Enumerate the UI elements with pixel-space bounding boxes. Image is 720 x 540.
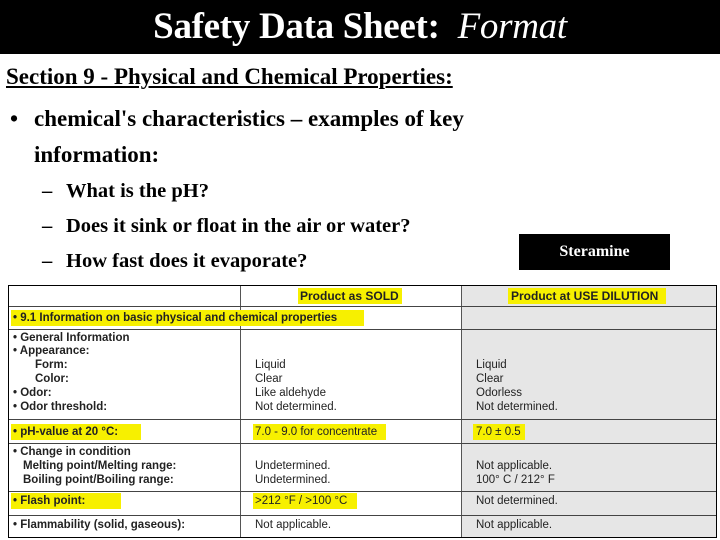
row-divider: [9, 306, 716, 307]
form-label: Form:: [35, 359, 68, 371]
sub-bullet: [42, 215, 411, 238]
sub-bullet: [42, 180, 209, 203]
ph-label: • pH-value at 20 °C:: [13, 426, 119, 438]
dil-odor: Odorless: [476, 387, 523, 399]
odor-threshold-label: • Odor threshold:: [13, 401, 108, 413]
melting-label: Melting point/Melting range:: [23, 460, 177, 472]
general-info-label: • General Information: [13, 332, 130, 344]
main-bullet: [10, 106, 464, 132]
bullet-text-line1: chemical's characteristics – examples of key: [34, 106, 464, 131]
row-divider: [9, 419, 716, 420]
dil-flash: Not determined.: [476, 495, 558, 507]
sold-odor: Like aldehyde: [255, 387, 326, 399]
row-divider: [9, 329, 716, 330]
slide-title: Safety Data Sheet:: [153, 6, 440, 47]
flammability-label: • Flammability (solid, gaseous):: [13, 519, 186, 531]
sub-bullet-text: How fast does it evaporate?: [66, 250, 308, 272]
odor-label: • Odor:: [13, 387, 52, 399]
dash-icon: –: [42, 250, 53, 272]
sub-bullet-text: What is the pH?: [66, 180, 209, 202]
dil-ph: 7.0 ± 0.5: [476, 426, 521, 438]
color-label: Color:: [35, 373, 69, 385]
sold-flammability: Not applicable.: [255, 519, 332, 531]
row-divider: [9, 515, 716, 516]
dash-icon: –: [42, 180, 53, 202]
appearance-label: • Appearance:: [13, 345, 90, 357]
dil-flammability: Not applicable.: [476, 519, 553, 531]
sub-bullet-text: Does it sink or float in the air or water?: [66, 215, 411, 237]
flash-label: • Flash point:: [13, 495, 86, 507]
dil-odor-threshold: Not determined.: [476, 401, 558, 413]
bullet-text-line2: information:: [34, 142, 160, 167]
header-sold: Product as SOLD: [300, 289, 399, 303]
boiling-label: Boiling point/Boiling range:: [23, 474, 174, 486]
row-divider: [9, 491, 716, 492]
row-divider: [9, 443, 716, 444]
change-condition-label: • Change in condition: [13, 446, 131, 458]
section-heading: Section 9 - Physical and Chemical Properties:: [6, 64, 453, 89]
title-bar: [0, 0, 720, 54]
slide-title-italic: Format: [457, 6, 567, 47]
product-badge: Steramine: [519, 234, 670, 270]
dil-color: Clear: [476, 373, 504, 385]
sold-flash: >212 °F / >100 °C: [255, 495, 348, 507]
sds-table: [8, 285, 717, 538]
sold-color: Clear: [255, 373, 283, 385]
section-title: • 9.1 Information on basic physical and chemical properties: [13, 312, 338, 324]
sold-melting: Undetermined.: [255, 460, 331, 472]
sold-form: Liquid: [255, 359, 286, 371]
sold-odor-threshold: Not determined.: [255, 401, 337, 413]
dil-melting: Not applicable.: [476, 460, 553, 472]
sold-boiling: Undetermined.: [255, 474, 331, 486]
bullet-icon: •: [10, 106, 19, 131]
header-dilution: Product at USE DILUTION: [511, 289, 659, 303]
dil-form: Liquid: [476, 359, 507, 371]
sold-ph: 7.0 - 9.0 for concentrate: [255, 426, 378, 438]
dash-icon: –: [42, 215, 53, 237]
dil-boiling: 100° C / 212° F: [476, 474, 555, 486]
sub-bullet: [42, 250, 307, 273]
column-divider: [461, 286, 462, 537]
